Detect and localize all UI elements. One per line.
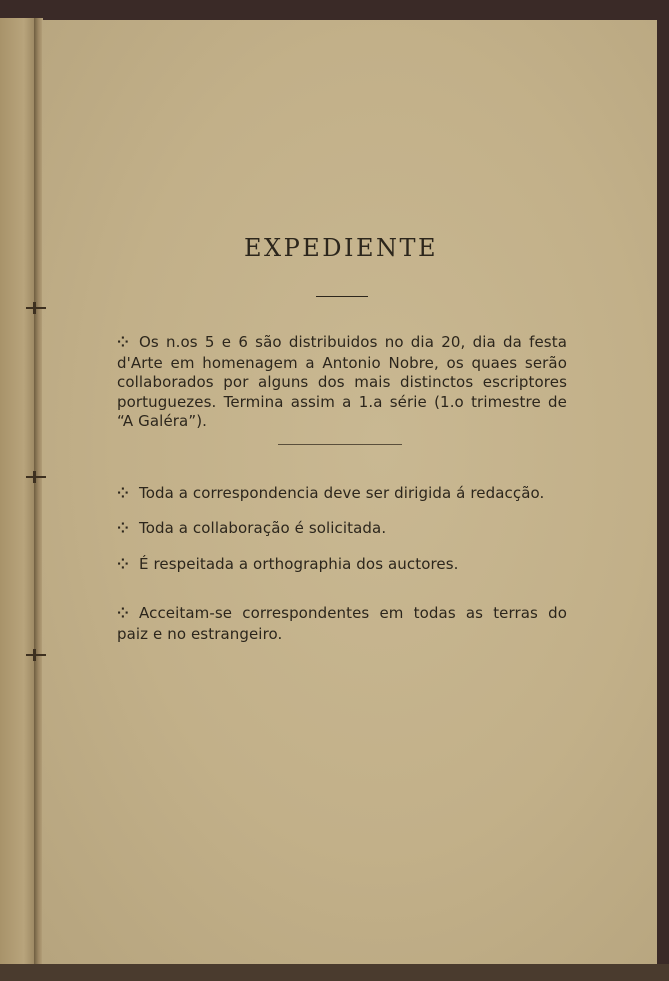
bullet-icon: ⁘ <box>117 335 127 351</box>
title-underline <box>316 296 368 297</box>
paragraph-text: Acceitam-se correspondentes em todas as terras do paiz e no estrangeiro. <box>117 604 567 643</box>
bullet-icon: ⁘ <box>117 557 127 573</box>
paragraph-text: Toda a collaboração é solicitada. <box>139 519 387 537</box>
paragraph-announcement <box>117 333 567 432</box>
paragraph-text: Os n.os 5 e 6 são distribuidos no dia 20, dia da festa d'Arte em homenagem a Antonio Nobre, os quaes serão collaborados por alguns dos mais distinctos escriptores portuguezes. Termina assim a 1.a série (1.o trimestre de “A Galéra”). <box>117 333 567 430</box>
binding-staple-mark <box>26 476 46 478</box>
page-title: EXPEDIENTE <box>243 234 439 262</box>
bullet-icon: ⁘ <box>117 521 127 537</box>
section-divider <box>278 444 402 445</box>
paragraph-text: Toda a correspondencia deve ser dirigida á redacção. <box>139 484 545 502</box>
paragraph-orthography <box>117 555 567 576</box>
binding-staple-mark <box>26 654 46 656</box>
paragraph-correspondents <box>117 604 567 644</box>
paragraph-collaboration <box>117 519 567 540</box>
binding-staple-mark <box>26 307 46 309</box>
paragraph-correspondence <box>117 484 567 505</box>
paragraph-text: É respeitada a orthographia dos auctores. <box>139 555 459 573</box>
scan-bottom-edge <box>0 964 669 981</box>
bullet-icon: ⁘ <box>117 606 127 622</box>
bullet-icon: ⁘ <box>117 486 127 502</box>
